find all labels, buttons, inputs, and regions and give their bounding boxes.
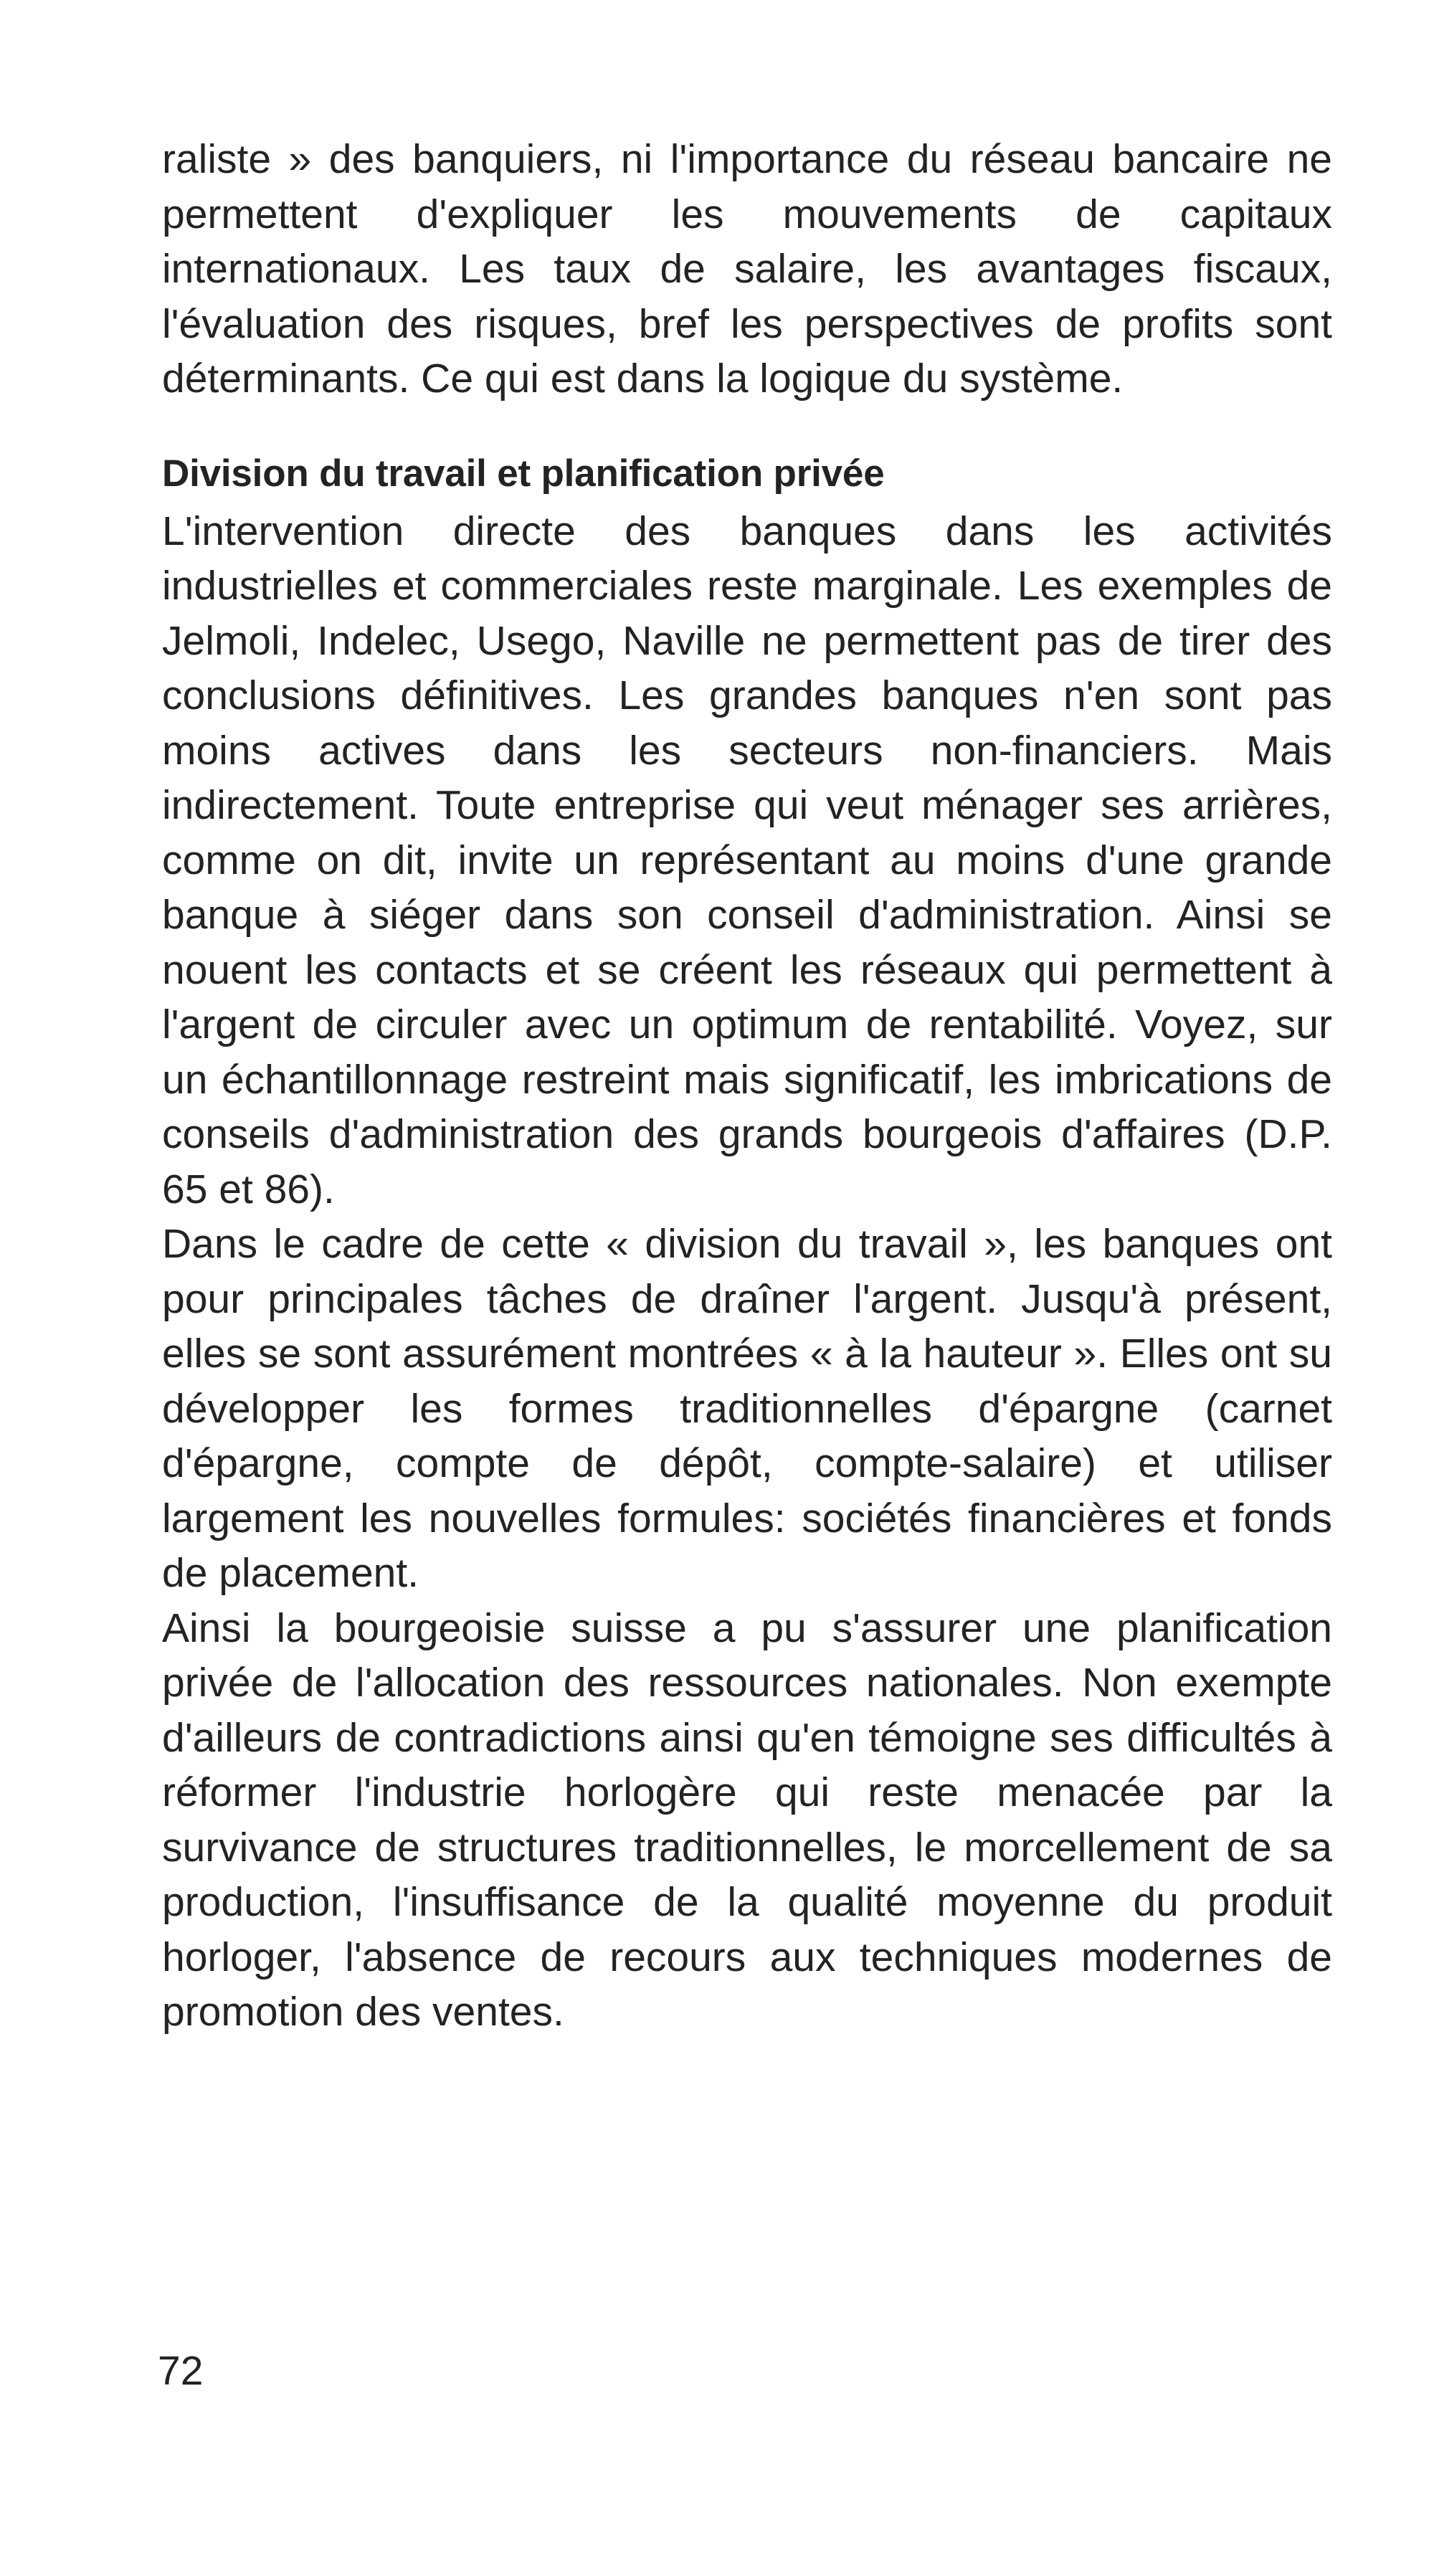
paragraph-intervention: L'intervention directe des banques dans les activités industrielles et commerciales reste marginale. Les exemples de Jelmoli, Indelec, Usego, Naville ne permettent pas de tirer des conclusions définitives. Les grandes banques n'en sont pas moins actives dans les secteurs non-financiers. Mais indirectement. Toute entreprise qui veut ménager ses arrières, comme on dit, invite un représentant au moins d'une grande banque à siéger dans son conseil d'administration. Ainsi se nouent les contacts et se créent les réseaux qui permettent à l'argent de circuler avec un optimum de rentabilité. Voyez, sur un échantillonnage restreint mais significatif, les imbrications de conseils d'administration des grands bourgeois d'affaires (D.P. 65 et 86). (162, 508, 1332, 1212)
section-heading: Division du travail et planification privée (162, 452, 885, 495)
page-number: 72 (158, 2348, 204, 2394)
paragraph-planification: Ainsi la bourgeoisie suisse a pu s'assurer une planification privée de l'allocation des ressources nationales. Non exempte d'ailleurs de contradictions ainsi qu'en témoigne ses difficultés à réformer l'industrie horlogère qui reste menacée par la survivance de structures traditionnelles, le morcellement de sa production, l'insuffisance de la qualité moyenne du produit horloger, l'absence de recours aux techniques modernes de promotion des ventes. (162, 1605, 1332, 2035)
paragraph-intro: raliste » des banquiers, ni l'importance du réseau bancaire ne permettent d'expliquer les mouvements de capitaux internationaux. Les taux de salaire, les avantages fiscaux, l'évaluation des risques, bref les perspectives de profits sont déterminants. Ce qui est dans la logique du système. (162, 136, 1332, 401)
paragraph-division-du-travail: Dans le cadre de cette « division du travail », les banques ont pour principales tâches de draîner l'argent. Jusqu'à présent, elles se sont assurément montrées « à la hauteur ». Elles ont su développer les formes traditionnelles d'épargne (carnet d'épargne, compte de dépôt, compte-salaire) et utiliser largement les nouvelles formules: sociétés financières et fonds de placement. (162, 1221, 1332, 1596)
page-body (162, 132, 1332, 2040)
